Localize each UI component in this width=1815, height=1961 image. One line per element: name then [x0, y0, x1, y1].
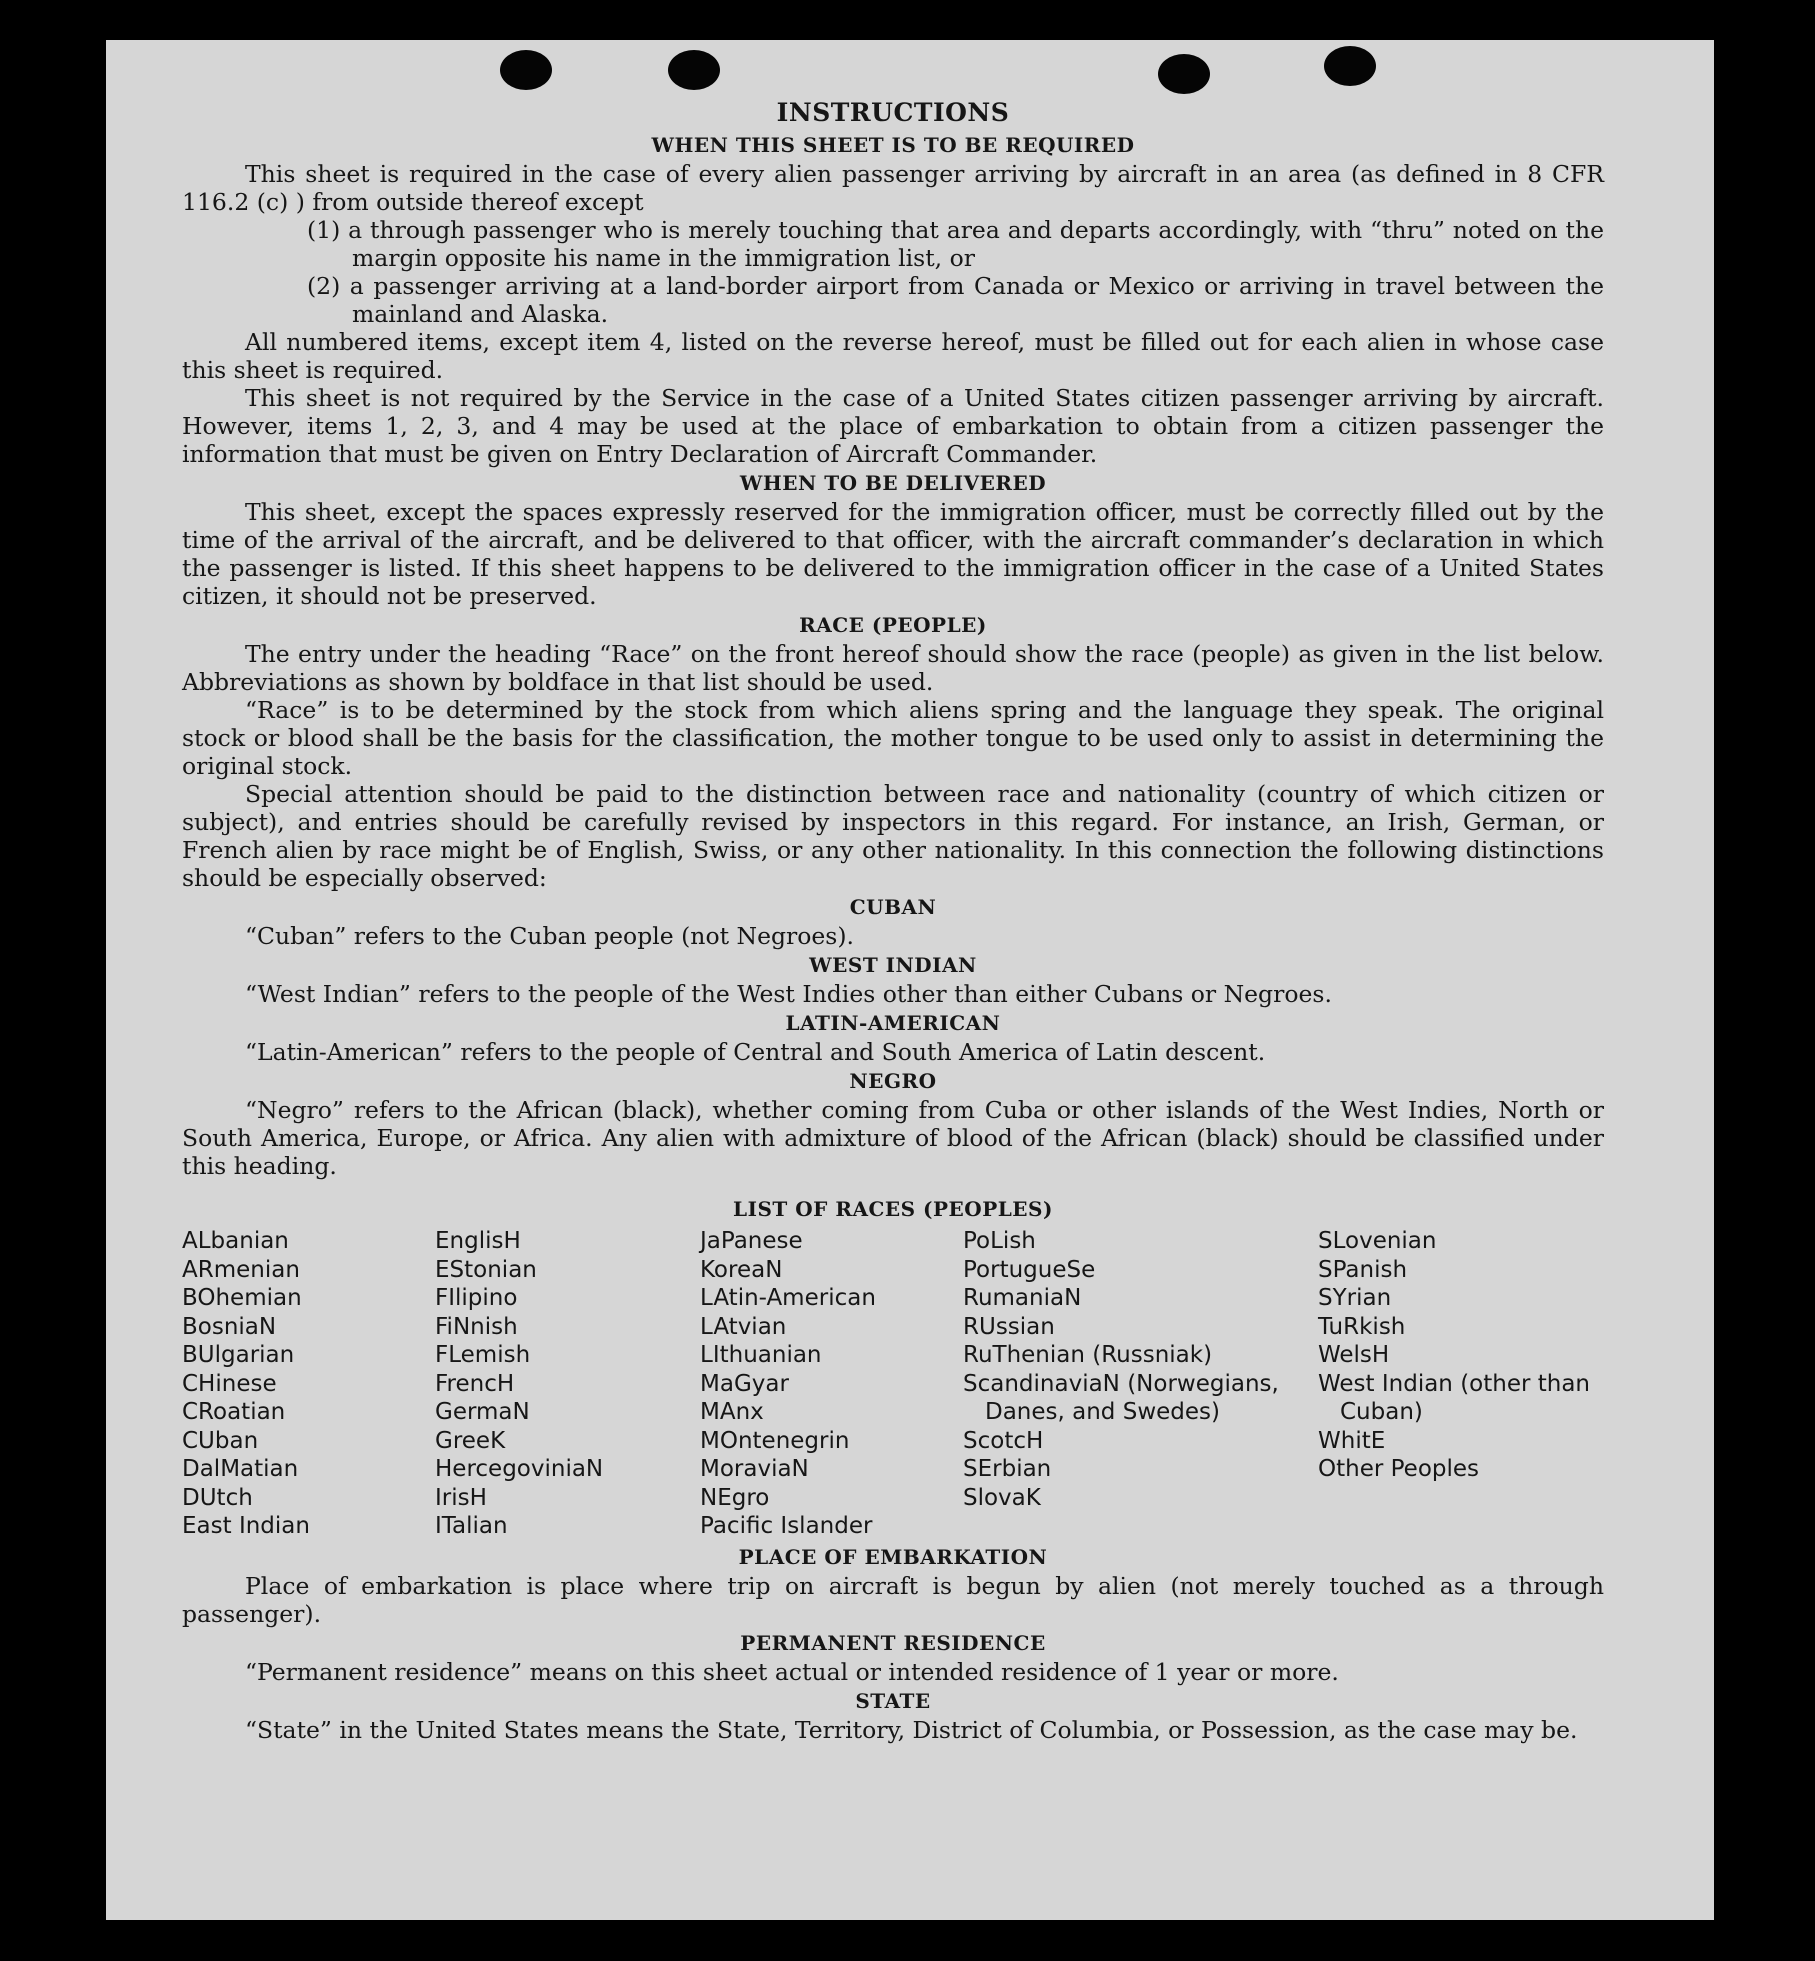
race-column-1: [182, 1227, 435, 1541]
negro-text: “Negro” refers to the African (black), whether coming from Cuba or other islands of the West Indies, North or South America, Europe, or Africa. Any alien with admixture of blood of the African (black) should be classified under this heading.: [182, 1096, 1604, 1180]
race-paragraph-3: Special attention should be paid to the distinction between race and nationality (country of which citizen or subject), and entries should be carefully revised by inspectors in this regard. For instance, an Irish, German, or French alien by race might be of English, Swiss, or any other nationality. In this connection the following distinctions should be especially observed:: [182, 780, 1604, 892]
race-entry: ScotcH: [963, 1427, 1044, 1454]
section-heading-negro: NEGRO: [849, 1069, 937, 1093]
exception-item-1: (1) a through passenger who is merely touching that area and departs accordingly, with “thru” noted on the margin opposite his name in the immigration list, or: [307, 216, 1604, 272]
race-entry: MAnx: [700, 1399, 764, 1425]
punch-hole: [1158, 54, 1210, 94]
cuban-text: “Cuban” refers to the Cuban people (not Negroes).: [245, 922, 855, 950]
race-entry: MoraviaN: [700, 1456, 809, 1482]
race-entry: LAtin-American: [700, 1285, 876, 1311]
section-heading-race: RACE (PEOPLE): [799, 613, 987, 637]
race-entry: East Indian: [182, 1513, 310, 1539]
race-entry: IrisH: [435, 1484, 487, 1511]
when-required-paragraph-2: All numbered items, except item 4, listed on the reverse hereof, must be filled out for each alien in whose case this sheet is required.: [182, 328, 1604, 384]
race-entry: MaGyar: [700, 1370, 789, 1397]
race-entry: ARmenian: [182, 1256, 300, 1283]
exception-item-2: (2) a passenger arriving at a land-border airport from Canada or Mexico or arriving in travel between the mainland and Alaska.: [307, 272, 1604, 328]
punch-hole: [1324, 46, 1376, 86]
section-heading-list-of-races: LIST OF RACES (PEOPLES): [733, 1197, 1053, 1221]
race-entry: EStonian: [435, 1256, 537, 1283]
embarkation-text: Place of embarkation is place where trip on aircraft is begun by alien (not merely touched as a through passenger).: [182, 1571, 1604, 1628]
when-required-intro: This sheet is required in the case of every alien passenger arriving by aircraft in an area (as defined in 8 CFR 116.2 (c) ) from outside thereof except: [182, 160, 1604, 216]
race-entry: GermaN: [435, 1399, 530, 1425]
document-page: [106, 40, 1714, 1920]
section-heading-when-delivered: WHEN TO BE DELIVERED: [739, 471, 1047, 495]
race-entry: HercegoviniaN: [435, 1456, 604, 1482]
race-entry: PoLish: [963, 1228, 1036, 1254]
race-entry: SErbian: [963, 1456, 1052, 1482]
race-entry: TuRkish: [1318, 1313, 1406, 1340]
race-entry: CRoatian: [182, 1399, 286, 1425]
race-entry: RuThenian (Russniak): [963, 1342, 1213, 1368]
race-entry: FLemish: [435, 1342, 531, 1368]
race-entry: BUlgarian: [182, 1342, 295, 1368]
race-entry: Pacific Islander: [700, 1513, 873, 1539]
punch-hole: [668, 50, 720, 90]
race-entry: DalMatian: [182, 1456, 299, 1482]
race-entry: RUssian: [963, 1313, 1055, 1340]
race-entry: ALbanian: [182, 1228, 289, 1254]
permanent-residence-text: “Permanent residence” means on this sheet actual or intended residence of 1 year or more.: [245, 1657, 1339, 1686]
race-entry: ITalian: [435, 1513, 508, 1539]
race-column-3: [700, 1227, 963, 1541]
section-heading-cuban: CUBAN: [849, 895, 937, 919]
race-entry: GreeK: [435, 1427, 506, 1454]
when-delivered-text: This sheet, except the spaces expressly reserved for the immigration officer, must be correctly filled out by the time of the arrival of the aircraft, and be delivered to that officer, with the aircraft commander’s declaration in which the passenger is listed. If this sheet happens to be delivered to the immigration officer in the case of a United States citizen, it should not be preserved.: [182, 498, 1604, 610]
race-entry: SPanish: [1318, 1256, 1408, 1283]
race-paragraph-1: The entry under the heading “Race” on the front hereof should show the race (people) as given in the list below. Abbreviations as shown by boldface in that list should be used.: [182, 640, 1604, 696]
race-entry: JaPanese: [700, 1228, 803, 1254]
race-entry: RumaniaN: [963, 1285, 1082, 1311]
when-required-paragraph-3: This sheet is not required by the Service in the case of a United States citizen passenger arriving by aircraft. However, items 1, 2, 3, and 4 may be used at the place of embarkation to obtain from a citizen passenger the information that must be given on Entry Declaration of Aircraft Commander.: [182, 384, 1604, 468]
race-entry: SLovenian: [1318, 1228, 1437, 1254]
race-entry: PortugueSe: [963, 1256, 1096, 1283]
race-entry: KoreaN: [700, 1256, 783, 1283]
race-entry: BOhemian: [182, 1285, 302, 1311]
latin-american-text: “Latin-American” refers to the people of Central and South America of Latin descent.: [245, 1038, 1266, 1066]
race-entry: MOntenegrin: [700, 1427, 850, 1454]
section-heading-west-indian: WEST INDIAN: [809, 953, 977, 977]
section-heading-state: STATE: [855, 1688, 931, 1713]
race-paragraph-2: “Race” is to be determined by the stock from which aliens spring and the language they speak. The original stock or blood shall be the basis for the classification, the mother tongue to be used only to assist in determining the original stock.: [182, 696, 1604, 780]
race-list: [182, 1227, 1604, 1541]
race-entry: West Indian (other than Cuban): [1318, 1370, 1591, 1425]
section-heading-permanent-residence: PERMANENT RESIDENCE: [740, 1630, 1046, 1655]
race-entry: WhitE: [1318, 1427, 1386, 1454]
race-column-5: [1318, 1227, 1604, 1541]
section-heading-when-required: WHEN THIS SHEET IS TO BE REQUIRED: [651, 133, 1135, 157]
race-entry: CHinese: [182, 1370, 277, 1397]
race-entry: CUban: [182, 1427, 259, 1454]
race-entry: FIlipino: [435, 1285, 518, 1311]
race-entry: ScandinaviaN (Norwegians, Danes, and Swedes): [963, 1370, 1279, 1425]
race-entry: EnglisH: [435, 1228, 521, 1254]
race-column-2: [435, 1227, 700, 1541]
section-heading-embarkation: PLACE OF EMBARKATION: [738, 1544, 1048, 1569]
page-title: INSTRUCTIONS: [776, 98, 1010, 127]
race-entry: Other Peoples: [1318, 1456, 1480, 1482]
west-indian-text: “West Indian” refers to the people of the West Indies other than either Cubans or Negroes.: [245, 980, 1332, 1008]
race-entry: NEgro: [700, 1484, 770, 1511]
section-heading-latin-american: LATIN-AMERICAN: [785, 1011, 1001, 1035]
race-entry: LIthuanian: [700, 1342, 822, 1368]
race-entry: BosniaN: [182, 1313, 277, 1340]
race-entry: SYrian: [1318, 1285, 1392, 1311]
instructions-content: [182, 98, 1604, 1744]
race-entry: WelsH: [1318, 1342, 1390, 1368]
race-entry: SlovaK: [963, 1484, 1041, 1511]
race-entry: FiNnish: [435, 1313, 518, 1340]
race-entry: FrencH: [435, 1370, 515, 1397]
race-entry: DUtch: [182, 1484, 253, 1511]
punch-hole: [500, 50, 552, 90]
race-column-4: [963, 1227, 1318, 1541]
state-text: “State” in the United States means the State, Territory, District of Columbia, or Possession, as the case may be.: [245, 1715, 1578, 1744]
race-entry: LAtvian: [700, 1313, 787, 1340]
